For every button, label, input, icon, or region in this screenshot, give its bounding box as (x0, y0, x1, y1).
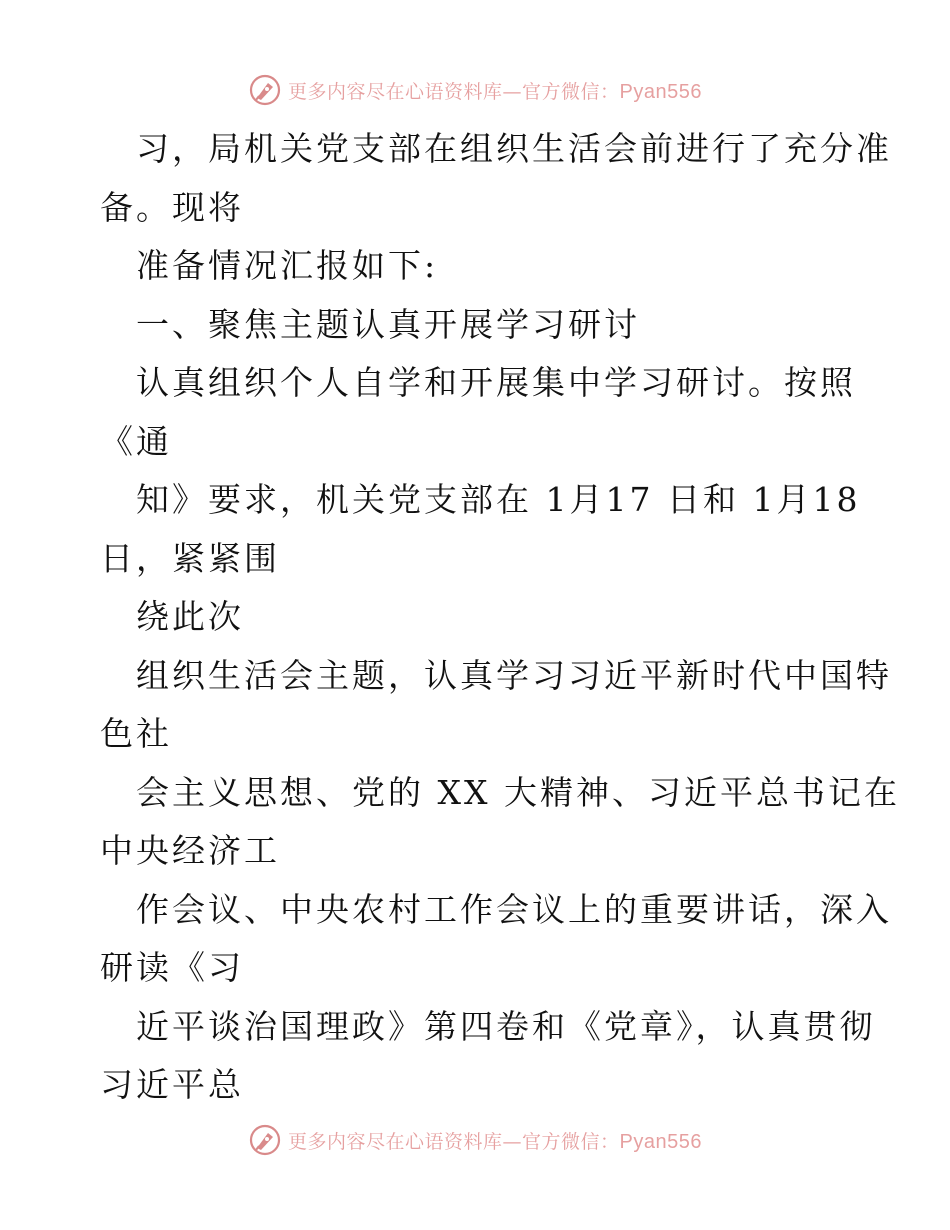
text-line: 一、聚焦主题认真开展学习研讨 (136, 304, 640, 344)
text-line: 《通 (100, 421, 172, 461)
text-line: 习，局机关党支部在组织生活会前进行了充分准 (136, 129, 892, 168)
banner-text-cn: 更多内容尽在心语资料库—官方微信： (288, 80, 620, 103)
pen-nib-logo-icon (248, 73, 282, 107)
document-body (100, 120, 900, 1115)
text-line: 认真组织个人自学和开展集中学习研讨。按照 (136, 363, 856, 402)
banner-text (288, 1127, 702, 1154)
text-line: 日，紧紧围 (100, 538, 280, 578)
text-line: 研读《习 (100, 948, 244, 987)
text-line: 绕此次 (136, 597, 244, 636)
text-line: 习近平总 (100, 1065, 244, 1104)
text-line: 知》要求，机关党支部在 1月17 日和 1月18 (136, 480, 861, 519)
text-line: 组织生活会主题，认真学习习近平新时代中国特 (136, 655, 892, 695)
text-line: 会主义思想、党的 XX 大精神、习近平总书记在 (136, 772, 900, 812)
text-line: 准备情况汇报如下: (136, 246, 439, 285)
text-line: 备。现将 (100, 187, 244, 227)
footer-banner (0, 1120, 950, 1160)
pen-nib-logo-icon (248, 1123, 282, 1157)
header-banner (0, 70, 950, 110)
text-line: 色社 (100, 714, 172, 753)
banner-text-en: Pyan556 (619, 80, 702, 103)
banner-text (288, 77, 702, 104)
text-line: 作会议、中央农村工作会议上的重要讲话，深入 (136, 889, 892, 929)
banner-text-en: Pyan556 (619, 1130, 702, 1153)
text-line: 中央经济工 (100, 831, 280, 870)
banner-text-cn: 更多内容尽在心语资料库—官方微信： (288, 1130, 620, 1153)
text-line: 近平谈治国理政》第四卷和《党章》，认真贯彻 (136, 1006, 876, 1046)
